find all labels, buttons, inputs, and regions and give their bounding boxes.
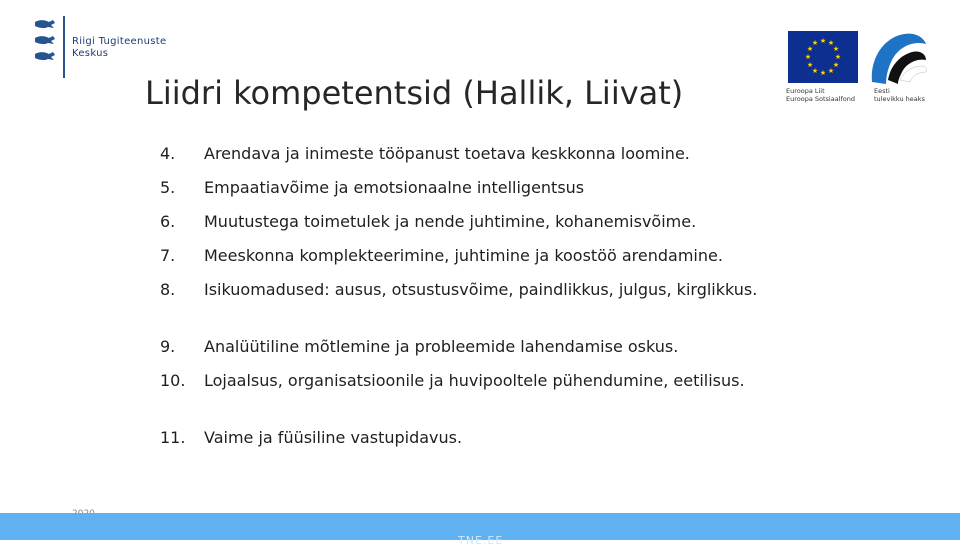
estonia-swoosh-icon [868,30,930,88]
svg-text:★: ★ [832,61,840,69]
item-number: 7. [160,246,176,265]
footer-text: TNE.EE [458,534,504,547]
logo-divider [63,16,65,78]
estonia-logo [868,30,930,104]
item-text: Vaime ja füüsiline vastupidavus. [204,428,463,447]
eu-logo [788,31,860,103]
item-text: Lojaalsus, organisatsioonile ja huvipooltele pühendumine, eetilisus. [204,371,745,390]
eu-caption: Euroopa Liit Euroopa Sotsiaalfond [786,87,856,103]
svg-text:★: ★ [804,53,812,61]
svg-text:★: ★ [819,69,827,77]
item-text: Arendava ja inimeste tööpanust toetava keskkonna loomine. [204,144,690,163]
svg-text:★: ★ [832,45,840,53]
rtk-logo [32,16,192,78]
svg-text:★: ★ [811,67,819,75]
item-text: Empaatiavõime ja emotsionaalne intelligentsus [204,178,585,197]
slide-title: Liidri kompetentsid (Hallik, Liivat) [145,74,684,112]
svg-text:★: ★ [827,39,835,47]
svg-text:★: ★ [806,45,814,53]
item-number: 6. [160,212,176,231]
item-text: Isikuomadused: ausus, otsustusvõime, paindlikkus, julgus, kirglikkus. [204,280,758,299]
svg-text:★: ★ [834,53,842,61]
item-number: 4. [160,144,176,163]
eu-stars-icon [788,31,858,83]
item-number: 5. [160,178,176,197]
item-number: 10. [160,371,186,390]
item-text: Analüütiline mõtlemine ja probleemide lahendamise oskus. [204,337,679,356]
item-text: Muutustega toimetulek ja nende juhtimine, kohanemisvõime. [204,212,697,231]
svg-text:★: ★ [811,39,819,47]
svg-text:★: ★ [827,67,835,75]
coat-of-arms-icon [32,16,60,78]
item-number: 11. [160,428,186,447]
item-number: 8. [160,280,176,299]
svg-text:★: ★ [819,37,827,45]
estonia-caption: Eesti tulevikku heaks [874,87,925,103]
item-number: 9. [160,337,176,356]
logo-text: Riigi Tugiteenuste Keskus [72,36,167,59]
svg-text:★: ★ [806,61,814,69]
item-text: Meeskonna komplekteerimine, juhtimine ja koostöö arendamine. [204,246,723,265]
eu-flag-icon [788,31,858,83]
